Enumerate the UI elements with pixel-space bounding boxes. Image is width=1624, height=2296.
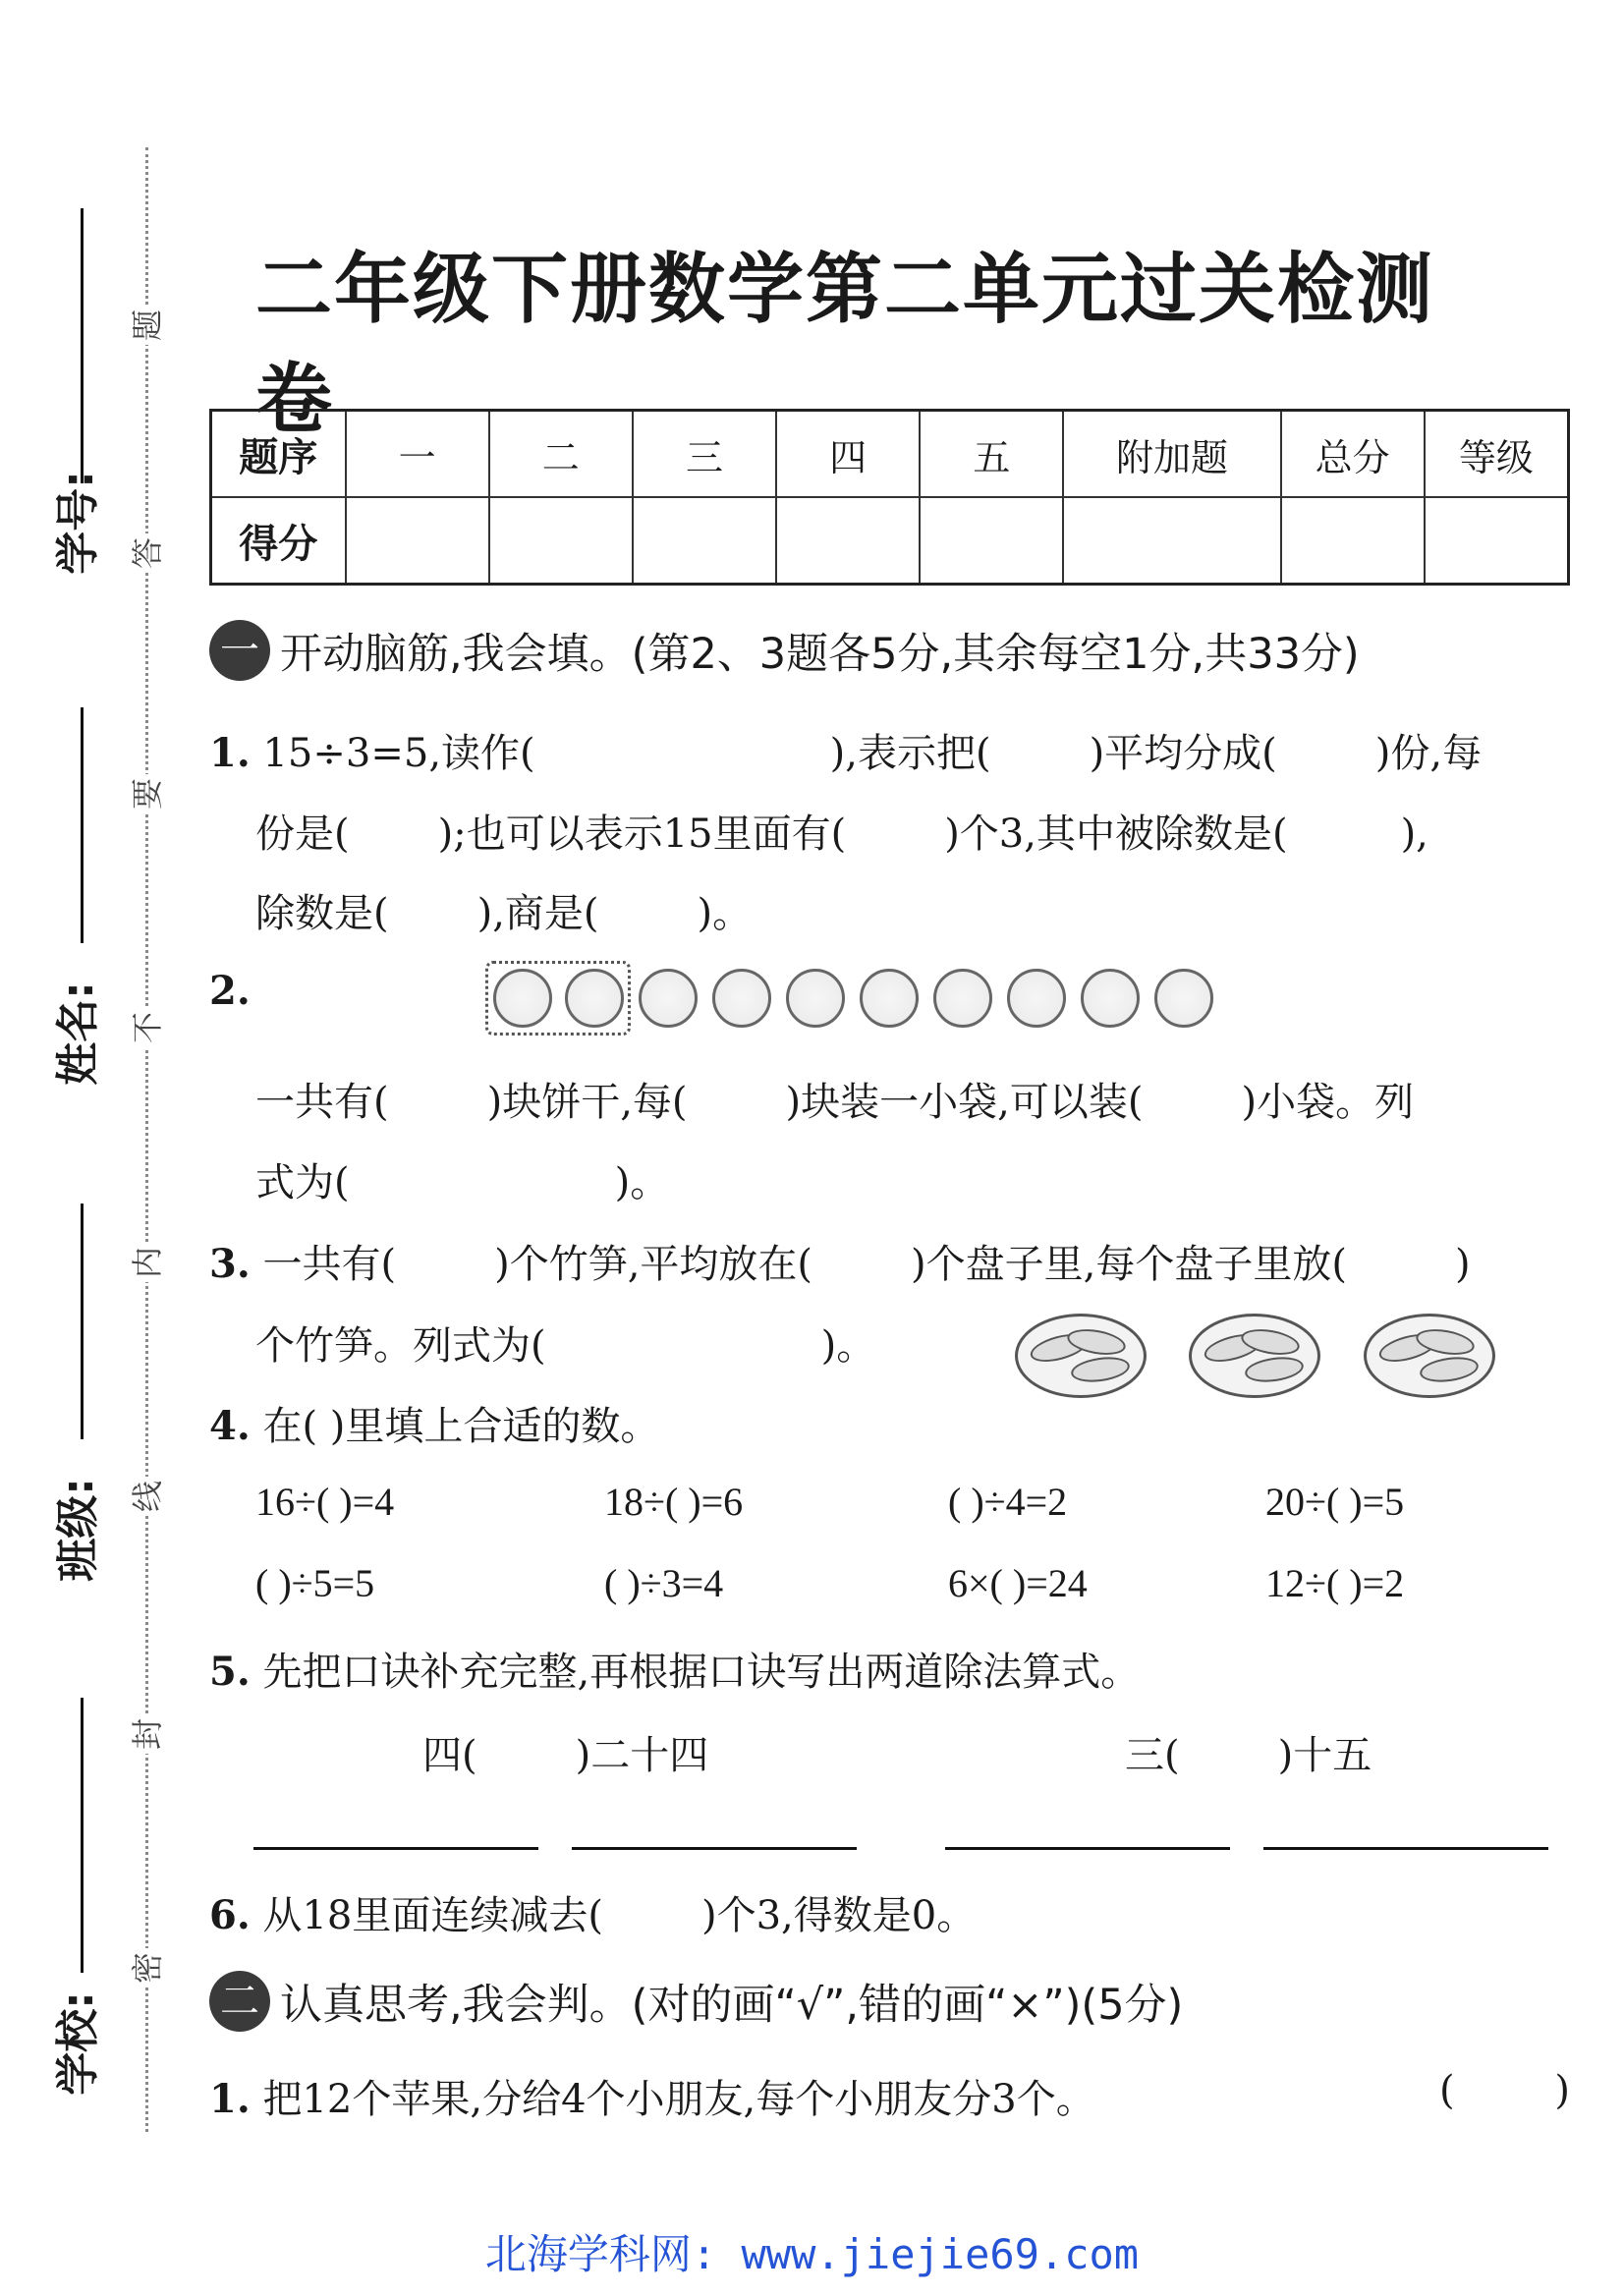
seal-char-5: 内 (123, 1243, 168, 1282)
q4-equation[interactable]: ( )÷4=2 (948, 1480, 1068, 1524)
q2-number: 2. (209, 968, 251, 1014)
score-input-cell[interactable] (776, 497, 920, 585)
q6-text: )个3,得数是0。 (701, 1893, 977, 1938)
q5-rhyme-text: 四( (422, 1733, 477, 1778)
q4-equation[interactable]: 16÷( )=4 (255, 1480, 395, 1524)
q4-equation[interactable]: 18÷( )=6 (604, 1480, 744, 1524)
score-input-cell[interactable] (920, 497, 1063, 585)
q1-text: )平均分成( (1089, 731, 1277, 776)
score-table (209, 409, 1570, 586)
school-line[interactable] (81, 1698, 84, 1973)
q4-number: 4. (209, 1403, 251, 1449)
answer-line[interactable] (945, 1847, 1230, 1850)
q1-text: )个3,其中被除数是( (944, 812, 1288, 857)
q1-line-2 (255, 803, 1428, 859)
q5-line (209, 1641, 1140, 1697)
cookie-icon (933, 969, 992, 1028)
seal-char-7: 封 (123, 1714, 168, 1754)
bamboo-plate-icon (1364, 1314, 1495, 1398)
answer-line[interactable] (1263, 1847, 1548, 1850)
q1-text: )份,每 (1374, 731, 1483, 776)
q4-equation[interactable]: 20÷( )=5 (1265, 1480, 1405, 1524)
q3-line-2 (255, 1315, 875, 1371)
name-label: 姓名: (52, 981, 103, 1086)
cookie-icon (786, 969, 845, 1028)
q2-text: 式为( (255, 1160, 350, 1205)
section-2-title: 认真思考,我会判。(对的画“√”,错的画“×”)(5分) (280, 1980, 1184, 2030)
judge-1-text: 把12个苹果,分给4个小朋友,每个小朋友分3个。 (262, 2077, 1095, 2122)
q1-text: ), (1400, 812, 1428, 857)
seal-char-8: 密 (123, 1948, 168, 1988)
q3-text: 个竹笋。列式为( (255, 1323, 546, 1369)
seal-char-6: 线 (123, 1477, 168, 1516)
section-2-badge: 二 (209, 1971, 270, 2032)
q3-line-1 (209, 1233, 1471, 1289)
q5-rhyme-text: )二十四 (575, 1733, 709, 1778)
cookie-icon (712, 969, 771, 1028)
q6-number: 6. (209, 1892, 251, 1938)
score-row-label: 得分 (211, 497, 346, 585)
answer-line[interactable] (572, 1847, 857, 1850)
name-line[interactable] (81, 707, 84, 943)
school-label: 学校: (52, 1991, 103, 2096)
cookie-icon (565, 969, 624, 1028)
q5-rhyme-2 (1125, 1724, 1372, 1780)
q1-number: 1. (209, 730, 251, 776)
q2-text: )块饼干,每( (486, 1080, 688, 1125)
score-table-score-row (211, 497, 1569, 585)
q1-text: 除数是( (255, 891, 389, 936)
q6-text: 从18里面连续减去( (262, 1893, 603, 1938)
footer-watermark: 北海学科网: www.jiejie69.com (484, 2230, 1140, 2278)
q2-text: )块装一小袋,可以装( (785, 1080, 1144, 1125)
q1-text: 份是( (255, 812, 350, 857)
q1-text: )。 (697, 891, 753, 936)
judge-1-number: 1. (209, 2076, 251, 2122)
score-header-cell: 附加题 (1063, 411, 1280, 498)
score-header-cell: 题序 (211, 411, 346, 498)
cookie-icon (1081, 969, 1140, 1028)
q3-text: )个盘子里,每个盘子里放( (911, 1242, 1347, 1287)
score-header-cell: 二 (489, 411, 633, 498)
q2-line-2 (255, 1151, 669, 1207)
q4-equation[interactable]: ( )÷5=5 (255, 1561, 375, 1605)
section-1-badge: 一 (209, 620, 270, 681)
q3-text: )。 (820, 1323, 876, 1369)
section-2-heading (209, 1971, 1183, 2032)
score-input-cell[interactable] (489, 497, 633, 585)
q1-text: ),表示把( (829, 731, 991, 776)
section-1-heading (209, 620, 1360, 681)
cookie-icon (493, 969, 552, 1028)
q3-text: )个竹笋,平均放在( (494, 1242, 813, 1287)
q1-text: 15÷3=5,读作( (262, 731, 535, 776)
q2-text: )小袋。列 (1241, 1080, 1415, 1125)
score-input-cell[interactable] (1281, 497, 1425, 585)
q4-equation[interactable]: 12÷( )=2 (1265, 1561, 1405, 1605)
page-title: 二年级下册数学第二单元过关检测卷 (255, 246, 1435, 444)
cookie-icon (1007, 969, 1066, 1028)
score-header-cell: 总分 (1281, 411, 1425, 498)
q5-rhyme-text: 三( (1125, 1733, 1180, 1778)
q4-equation[interactable]: 6×( )=24 (948, 1561, 1088, 1605)
judge-1-line (209, 2068, 1095, 2124)
section-1-title: 开动脑筋,我会填。(第2、3题各5分,其余每空1分,共33分) (280, 629, 1360, 679)
q4-line (209, 1395, 659, 1451)
score-input-cell[interactable] (633, 497, 776, 585)
cookie-icon (639, 969, 698, 1028)
q2-line-1 (255, 1071, 1414, 1127)
q5-rhyme-text: )十五 (1277, 1733, 1372, 1778)
score-header-cell: 三 (633, 411, 776, 498)
q1-line-1 (209, 722, 1482, 778)
score-header-cell: 一 (346, 411, 489, 498)
score-table-header-row (211, 411, 1569, 498)
class-label: 班级: (52, 1478, 103, 1582)
bamboo-plate-icon (1189, 1314, 1320, 1398)
class-line[interactable] (81, 1204, 84, 1439)
score-header-cell: 五 (920, 411, 1063, 498)
q5-text: 先把口诀补充完整,再根据口诀写出两道除法算式。 (262, 1650, 1141, 1695)
student-id-line[interactable] (81, 208, 84, 483)
seal-char-4: 不 (123, 1008, 168, 1047)
score-header-cell: 四 (776, 411, 920, 498)
answer-line[interactable] (253, 1847, 538, 1850)
judge-1-answer-paren[interactable]: ( ) (1439, 2068, 1570, 2113)
seal-char-2: 答 (123, 533, 168, 573)
q1-text: );也可以表示15里面有( (437, 812, 847, 857)
q4-text: 在( )里填上合适的数。 (262, 1404, 660, 1449)
q3-number: 3. (209, 1241, 251, 1287)
seal-char-3: 要 (123, 774, 168, 813)
q1-text: ),商是( (476, 891, 599, 936)
score-input-cell[interactable] (1063, 497, 1280, 585)
q4-equation[interactable]: ( )÷3=4 (604, 1561, 724, 1605)
score-header-cell: 等级 (1425, 411, 1569, 498)
score-input-cell[interactable] (346, 497, 489, 585)
q1-line-3 (255, 882, 752, 938)
q2-text: )。 (614, 1160, 670, 1205)
q5-number: 5. (209, 1649, 251, 1695)
student-id-label: 学号: (52, 471, 103, 575)
q3-text: 一共有( (262, 1242, 397, 1287)
q5-rhyme-1 (422, 1724, 708, 1780)
q2-text: 一共有( (255, 1080, 389, 1125)
cookie-icon (1154, 969, 1213, 1028)
q6-line (209, 1884, 976, 1940)
score-input-cell[interactable] (1425, 497, 1569, 585)
cookie-icon (860, 969, 919, 1028)
seal-dotted-line (145, 147, 148, 2132)
bamboo-plate-icon (1015, 1314, 1147, 1398)
seal-char-1: 题 (123, 306, 168, 345)
q3-text: ) (1454, 1242, 1471, 1287)
